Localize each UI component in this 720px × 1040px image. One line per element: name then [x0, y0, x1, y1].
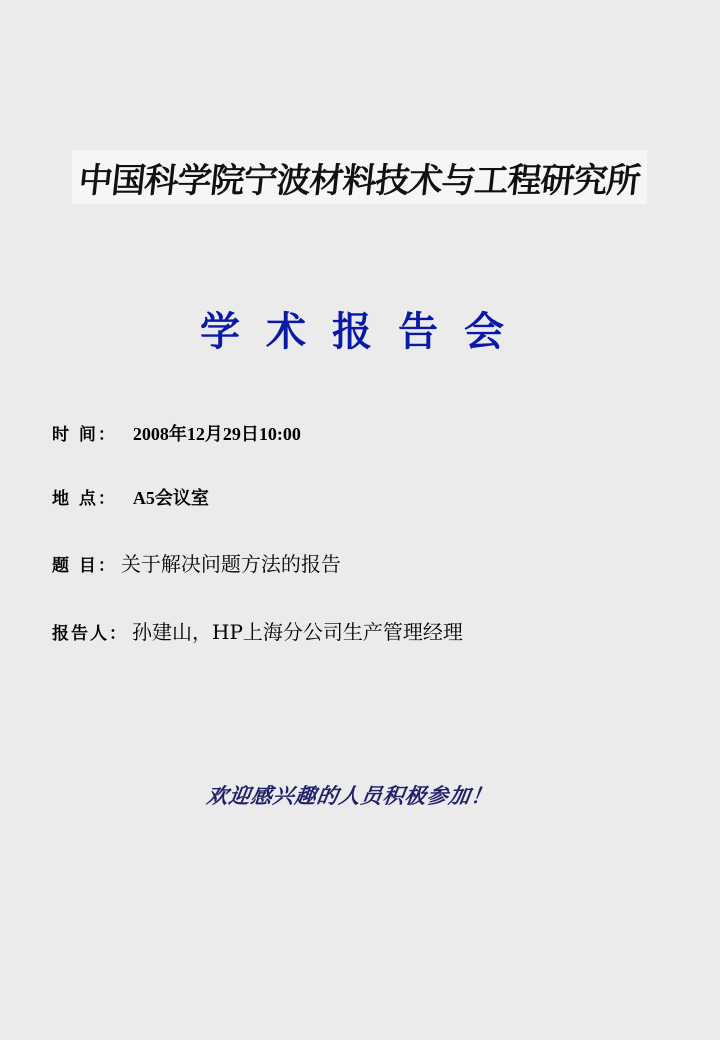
speaker-value: 孙建山，HP上海分公司生产管理经理	[132, 620, 463, 644]
place-row	[52, 484, 209, 510]
topic-row	[52, 548, 341, 577]
place-label: 地 点：	[52, 489, 117, 509]
topic-value: 关于解决问题方法的报告	[120, 552, 341, 576]
time-label: 时 间：	[52, 425, 117, 445]
institute-name: 中国科学院宁波材料技术与工程研究所	[76, 160, 642, 201]
header-banner	[72, 150, 647, 204]
page-title: 学术报告会	[200, 308, 530, 355]
time-value: 2008年12月29日10:00	[132, 424, 301, 444]
topic-label: 题 目：	[52, 556, 117, 576]
place-value: A5会议室	[132, 488, 209, 508]
welcome-message: 欢迎感兴趣的人员积极参加！	[205, 784, 495, 808]
speaker-row	[52, 616, 463, 645]
time-row	[52, 420, 301, 446]
speaker-label: 报告人：	[52, 624, 128, 644]
